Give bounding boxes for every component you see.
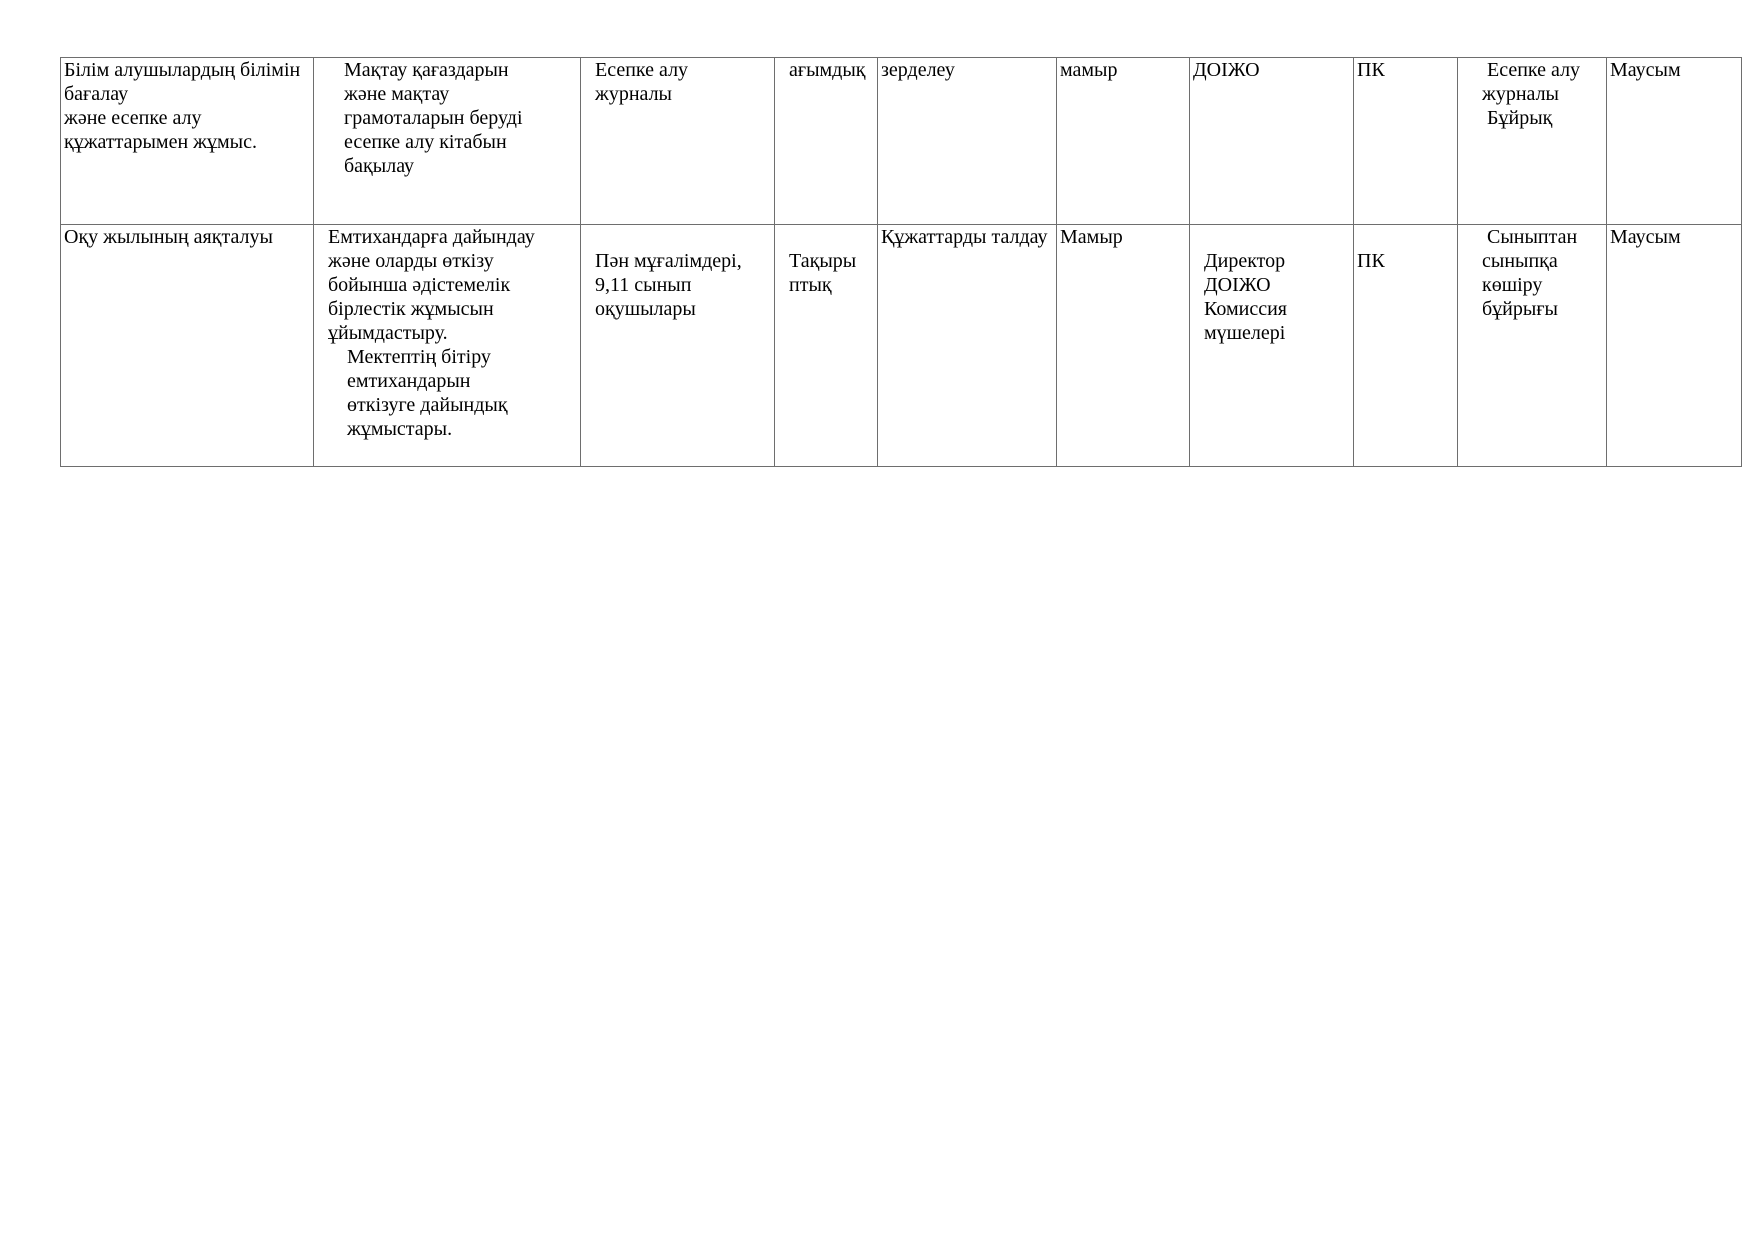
cell-text: Комиссия <box>1204 298 1287 320</box>
cell-object <box>581 225 775 467</box>
cell-text: емтихандарын <box>347 370 471 392</box>
cell-text: ДОІЖО <box>1193 59 1260 81</box>
cell-result <box>1458 58 1607 225</box>
cell-text: көшіру <box>1482 274 1543 296</box>
cell-text: 9,11 сынып <box>595 274 692 296</box>
cell-text: өткізуге дайындық <box>347 394 508 416</box>
cell-text: және мақтау <box>344 83 450 105</box>
cell-deadline <box>1057 225 1190 467</box>
cell-text: бұйрығы <box>1482 298 1558 320</box>
cell-text: Маусым <box>1610 59 1681 81</box>
cell-text: Сыныптан <box>1482 226 1578 248</box>
cell-text: құжаттарымен жұмыс. <box>64 131 257 153</box>
cell-review <box>1354 58 1458 225</box>
cell-text: Мамыр <box>1060 226 1123 248</box>
cell-text: ПК <box>1357 250 1385 272</box>
cell-text: Тақыры <box>789 250 857 272</box>
cell-text: Пән мұғалімдері, <box>595 250 742 272</box>
cell-responsible <box>1190 58 1354 225</box>
cell-text: оқушылары <box>595 298 696 320</box>
cell-text: ПК <box>1357 59 1385 81</box>
cell-text: Оқу жылының аяқталуы <box>64 226 273 248</box>
cell-text: бірлестік жұмысын <box>328 298 494 320</box>
cell-text: ұйымдастыру. <box>328 322 448 344</box>
cell-text: птық <box>789 274 832 296</box>
cell-responsible <box>1190 225 1354 467</box>
cell-topic <box>61 225 314 467</box>
cell-text: жұмыстары. <box>347 418 453 440</box>
cell-text: Мектептің бітіру <box>347 346 491 368</box>
cell-followup <box>1607 225 1742 467</box>
cell-text: Маусым <box>1610 226 1681 248</box>
cell-text: ДОІЖО <box>1204 274 1271 296</box>
cell-method <box>878 58 1057 225</box>
cell-text: Құжаттарды талдау <box>881 226 1048 248</box>
cell-text: бағалау <box>64 83 129 105</box>
cell-text: мүшелері <box>1204 322 1286 344</box>
cell-text: грамоталарын беруді <box>344 107 523 129</box>
cell-text: бойынша әдістемелік <box>328 274 511 296</box>
cell-result <box>1458 225 1607 467</box>
cell-text: мамыр <box>1060 59 1118 81</box>
cell-topic <box>61 58 314 225</box>
cell-text: Мақтау қағаздарын <box>344 59 509 81</box>
cell-text: және оларды өткізу <box>328 250 494 272</box>
cell-text: есепке алу кітабын <box>344 131 507 153</box>
cell-text: Білім алушылардың білімін <box>64 59 301 81</box>
cell-activity <box>314 225 581 467</box>
cell-text: зерделеу <box>881 59 955 81</box>
cell-text: Есепке алу <box>595 59 689 81</box>
cell-text: сыныпқа <box>1482 250 1558 272</box>
cell-activity <box>314 58 581 225</box>
cell-object <box>581 58 775 225</box>
cell-review <box>1354 225 1458 467</box>
cell-text: ағымдық <box>789 59 866 81</box>
table-row <box>61 225 1742 467</box>
cell-type <box>775 58 878 225</box>
cell-method <box>878 225 1057 467</box>
table-row <box>61 58 1742 225</box>
cell-deadline <box>1057 58 1190 225</box>
cell-text: бақылау <box>344 155 415 177</box>
cell-text: және есепке алу <box>64 107 202 129</box>
cell-text: журналы <box>595 83 672 105</box>
cell-type <box>775 225 878 467</box>
cell-text: Есепке алу <box>1482 59 1581 81</box>
cell-followup <box>1607 58 1742 225</box>
cell-text: Емтихандарға дайындау <box>328 226 535 248</box>
cell-text: журналы <box>1482 83 1559 105</box>
cell-text: Бұйрық <box>1482 107 1553 129</box>
cell-text: Директор <box>1204 250 1286 272</box>
work-plan-table <box>60 57 1742 467</box>
